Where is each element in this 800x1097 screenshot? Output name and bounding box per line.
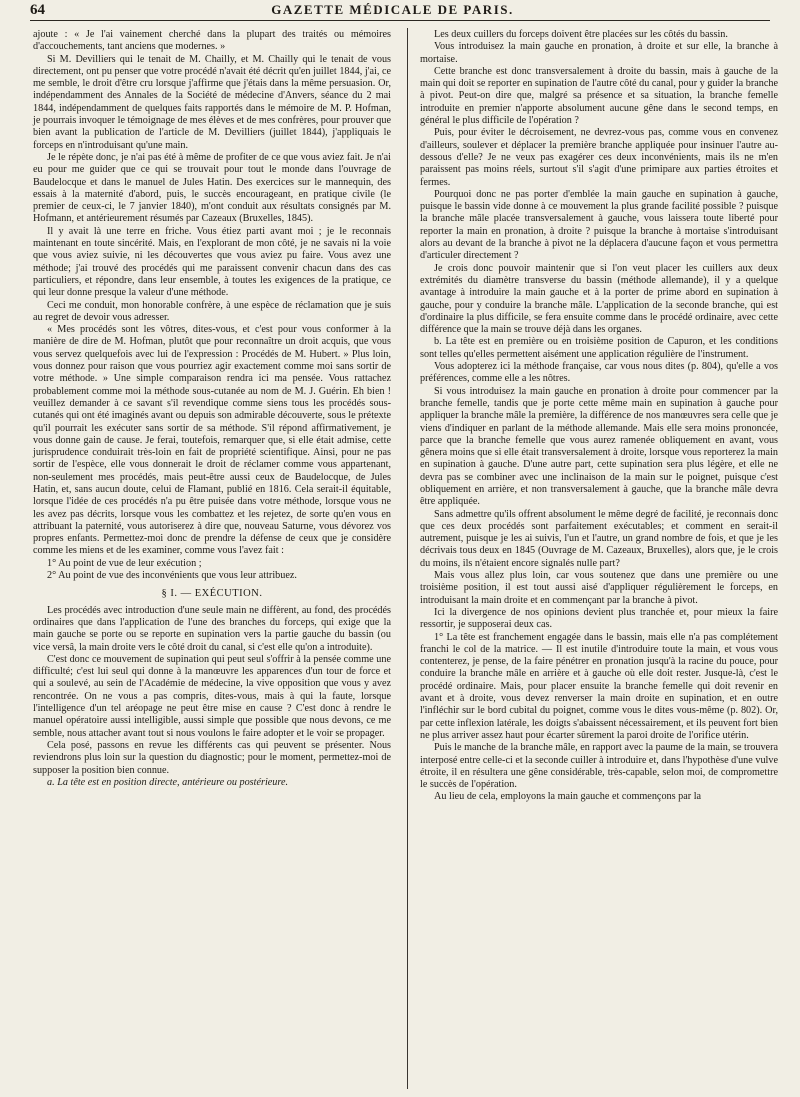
paragraph: Cela posé, passons en revue les différents cas qui peuvent se présenter. Nous reviendrons plus loin sur la question du diagnostic; pour le moment, permettez-moi de supposer la position bien connue. <box>33 739 391 776</box>
paragraph: Les procédés avec introduction d'une seule main ne diffèrent, au fond, des procédés ordinaires que dans l'application de l'une des branches du forceps, qui exige que la main gauche se porte ou se reporte en supination vers la partie gauche du bassin (ou vice versâ, la main droite vers le côté droit du canal, si c'est elle qu'on a introduite). <box>33 604 391 653</box>
paragraph: Vous adopterez ici la méthode française, car vous nous dites (p. 804), qu'elle a vos préférences, comme elle a les nôtres. <box>420 361 778 385</box>
paragraph: Je le répète donc, je n'ai pas été à même de profiter de ce que vous aviez fait. Je n'ai eu pour me guider que ce qui se trouvait pour tout le monde dans l'ouvrage de Baudelocque et dans le manuel de Jules Hatin. Des exercices sur le mannequin, des essais à la maternité d'abord, puis, le succès encourageant, en pratique civile (le premier de ceux-ci, le 7 janvier 1840), m'ont conduit aux résultats consignés par M. Hofmann, et antérieurement résumés par Cazeaux (Bruxelles, 1845). <box>33 151 391 225</box>
list-item: 2° Au point de vue des inconvénients que vous leur attribuez. <box>47 570 297 582</box>
paragraph: ajoute : « Je l'ai vainement cherché dans la plupart des traités ou mémoires d'accouchements, tant anciens que modernes. » <box>33 29 391 53</box>
page-number: 64 <box>30 1 45 18</box>
right-column <box>420 29 778 804</box>
paragraph: Si M. Devilliers qui le tenait de M. Chailly, et M. Chailly qui le tenait de vous directement, ont pu penser que votre procédé n'avait été décrit qu'en juillet 1844, j'ai, ce me semble, le droit d'être cru lorsque j'affirme que j'étais dans la même persuasion. Or, indépendamment des Annales de la Société de médecine d'Anvers, séance du 2 mai 1844, indépendamment de quelques faits rapportés dans le mémoire de M. P. Hofman, je pourrais invoquer le témoignage de mes élèves et de mes confrères, pour prouver que bien avant la publication de l'article de M. Devilliers (juillet 1844), j'appliquais le forceps en n'introduisant qu'une main. <box>33 53 391 151</box>
paragraph: « Mes procédés sont les vôtres, dites-vous, et c'est pour vous conformer à la manière de dire de M. Hofman, plutôt que pour reconnaître un droit acquis, que vous vous servez quelquefois avec lui de l'expression : Procédés de M. Hubert. » Plus loin, vous donnez pour raison que vous pourriez agir exactement comme moi sans sortir de votre méthode. » Une simple comparaison rendra ici ma pensée. Vous rattachez probablement comme moi la méthode sous-cutanée au nom de M. J. Guérin. Eh bien ! veuillez demander à ce savant s'il revendique comme siens tous les procédés sous-cutanés qui ont été imaginés avant ou depuis son admirable découverte, sous le prétexte qu'il pourrait les exécuter sans sortir de sa méthode. S'il répond affirmativement, je vous donne gain de cause. Je ferai, toutefois, remarquer que, si elle était admise, cette jurisprudence conduirait très-loin en fait de propriété scientifique. Ainsi, pour ne pas sortir de l'espèce, elle vous donnerait le droit de réclamer comme vous appartenant, non-seulement mes procédés, mais peut-être aussi ceux de Baudelocque, de Jules Hatin, et, sans aucun doute, celui de Flamant, publié en 1816. Cela serait-il équitable, lorsque l'idée de ces procédés n'a pu être puisée dans votre méthode, lorsque vous ne les avez pas décrits, lorsque vous les combattez et les rejetez, de sorte qu'en vous en attribuant la paternité, vous autoriserez à dire que, nouveau Saturne, vous dévorez vos propres enfants. Permettez-moi donc de prendre la défense de ceux que je considère comme les miens et de les examiner, comme vous l'avez fait : <box>33 324 391 557</box>
paragraph: Ceci me conduit, mon honorable confrère, à une espèce de réclamation que je suis au regret de devoir vous adresser. <box>33 299 391 323</box>
list-item: 1° Au point de vue de leur exécution ; <box>47 557 202 569</box>
paragraph: Vous introduisez la main gauche en pronation, à droite et sur elle, la branche à mortaise. <box>420 41 778 65</box>
paragraph: Ici la divergence de nos opinions devient plus tranchée et, pour mieux la faire ressortir, je supposerai deux cas. <box>420 606 778 631</box>
paragraph: Je crois donc pouvoir maintenir que si l'on veut placer les cuillers aux deux extrémités du diamètre transverse du bassin (méthode allemande), il y a quelque avantage à introduire la main gauche et à la porter de prime abord en supination à gauche, pour y conduire la branche mâle. L'application de la seconde branche, qui est d'ordinaire la plus difficile, se fera ensuite comme dans le procédé ordinaire, avec cette différence que la main se trouve déjà dans les organes. <box>420 262 778 336</box>
case-heading: a. La tête est en position directe, antérieure ou postérieure. <box>47 776 289 788</box>
left-column <box>33 29 391 789</box>
paragraph: Sans admettre qu'ils offrent absolument le même degré de facilité, je reconnais donc que ces deux procédés sont parfaitement exécutables; et comment en serait-il autrement, puisque je les ai suivis, l'un et l'autre, un grand nombre de fois, et que je les décrivais tous deux en 1845 (Ouvrage de M. Cazeaux, Bruxelles), alors que, je le crois du moins, ils n'étaient encore signalés nulle part? <box>420 508 778 569</box>
paragraph: Puis le manche de la branche mâle, en rapport avec la paume de la main, se trouvera interposé entre celle-ci et la seconde cuiller à introduire et, dans l'hypothèse d'une vulve étroite, il en résultera une gêne considérable, très-capable, selon moi, de compromettre le succès de l'opération. <box>420 742 778 791</box>
page-header <box>30 0 770 21</box>
paragraph: C'est donc ce mouvement de supination qui peut seul s'offrir à la pensée comme une difficulté; c'est lui seul qui donne à la manœuvre les apparences d'un tour de force et qui a soulevé, au sein de l'Académie de médecine, la vive opposition que vous y avez rencontrée. On ne vous a pas compris, dites-vous, mais à qui la faute, lorsque l'intelligence d'un tel aréopage ne peut être mise en cause ? C'est donc à rendre le manuel opératoire aussi intelligible, aussi simple que possible que nous devons, ce me semble, nous attacher avant tout si nous voulons le faire adopter et le voir se propager. <box>33 653 391 739</box>
paragraph: Les deux cuillers du forceps doivent être placées sur les côtés du bassin. <box>434 29 728 40</box>
paragraph: Mais vous allez plus loin, car vous soutenez que dans une première ou une troisième position, il est tout aussi aisé d'appliquer régulièrement le forceps, en introduisant la main droite et en commençant par la branche à pivot. <box>420 570 778 606</box>
column-divider <box>407 28 408 1089</box>
paragraph: Si vous introduisez la main gauche en pronation à droite pour commencer par la branche femelle, tandis que je porte cette même main en supination à gauche pour appliquer la branche mâle la première, la différence de nos manœuvres sera celle que je viens d'indiquer en parlant de la méthode allemande. Mais elle sera moins prononcée, parce que la branche femelle que vous aurez ramenée obliquement en avant, vous gênera moins que si elle était transversalement à droite, lorsque vous reporterez la main en supination à gauche. D'une autre part, cette supination sera plus légère, et elle ne devra pas se combiner avec une inclinaison de la main sur le poignet, puisque c'est obliquement en arrière, et non transversalement à gauche, que la branche mâle devra être appliquée. <box>420 385 778 508</box>
case-heading: b. La tête est en première ou en troisième position de Capuron, et les conditions sont telles qu'elles permettent aisément une application régulière de l'instrument. <box>420 336 778 360</box>
journal-title: GAZETTE MÉDICALE DE PARIS. <box>271 2 514 17</box>
paragraph: Au lieu de cela, employons la main gauche et commençons par la <box>434 791 702 803</box>
paragraph: Cette branche est donc transversalement à droite du bassin, mais à gauche de la main qui doit se reporter en supination de l'autre côté du canal, pour y guider la branche à pivot. Peut-on dire que, malgré sa présence et sa situation, la branche femelle introduite en premier n'apporte absolument aucune gêne dans le second temps, en général le plus difficile de l'opération ? <box>420 65 778 127</box>
paragraph: Pourquoi donc ne pas porter d'emblée la main gauche en supination à gauche, puisque le bassin vide donne à ce mouvement la plus grande facilité possible ? puisque la branche mâle placée transversalement à gauche, vous laissera toute liberté pour reporter la main en pronation, à droite ? puisque la branche à mortaise s'introduisant alors au devant de la branche à pivot ne la déplacera d'aucune façon et vous permettra d'articuler directement ? <box>420 188 778 262</box>
paragraph: Puis, pour éviter le décroisement, ne devrez-vous pas, comme vous en convenez d'ailleurs, soulever et déplacer la première branche appliquée pour insinuer l'autre au-dessous d'elle? Je ne veux pas exagérer ces deux inconvénients, mais ils ne m'en paraissent pas moins réels, surtout s'il s'agit d'une primipare aux parties étroites et fermes. <box>420 127 778 188</box>
paragraph: Il y avait là une terre en friche. Vous étiez parti avant moi ; je le reconnais maintenant en toute sincérité. Mais, en l'explorant de mon côté, je ne savais ni la voie que vous aviez suivie, ni les découvertes que vous aviez pu faire. Vous avez une méthode; j'ai trouvé des procédés qui me paraissent convenir chacun dans des cas particuliers, et répondre, dans leur ensemble, à toutes les exigences de la pratique, ce qui leur donne presque la valeur d'une méthode. <box>33 225 391 299</box>
paragraph: 1° La tête est franchement engagée dans le bassin, mais elle n'a pas complétement franchi le col de la matrice. — Il est inutile d'introduire toute la main, et vous vous contenterez, je pense, de la faire pénétrer en pronation jusqu'à la racine du pouce, pour conduire la branche mâle en arrière et à gauche où elle doit rester. Jusque-là, c'est le procédé ordinaire. Mais, pour placer ensuite la branche femelle qui doit revenir en avant et à droite, vous devez renverser la main droite en supination, et en outre l'infléchir sur le bord cubital du poignet, comme vous le dites vous-même (p. 802). Or, par cette inflexion latérale, les doigts s'abaissent nécessairement, et ils peuvent fort bien ne plus arriver assez haut pour écarter sûrement la paroi droite de l'orifice utérin. <box>420 631 778 741</box>
section-heading: § I. — EXÉCUTION. <box>161 588 263 600</box>
